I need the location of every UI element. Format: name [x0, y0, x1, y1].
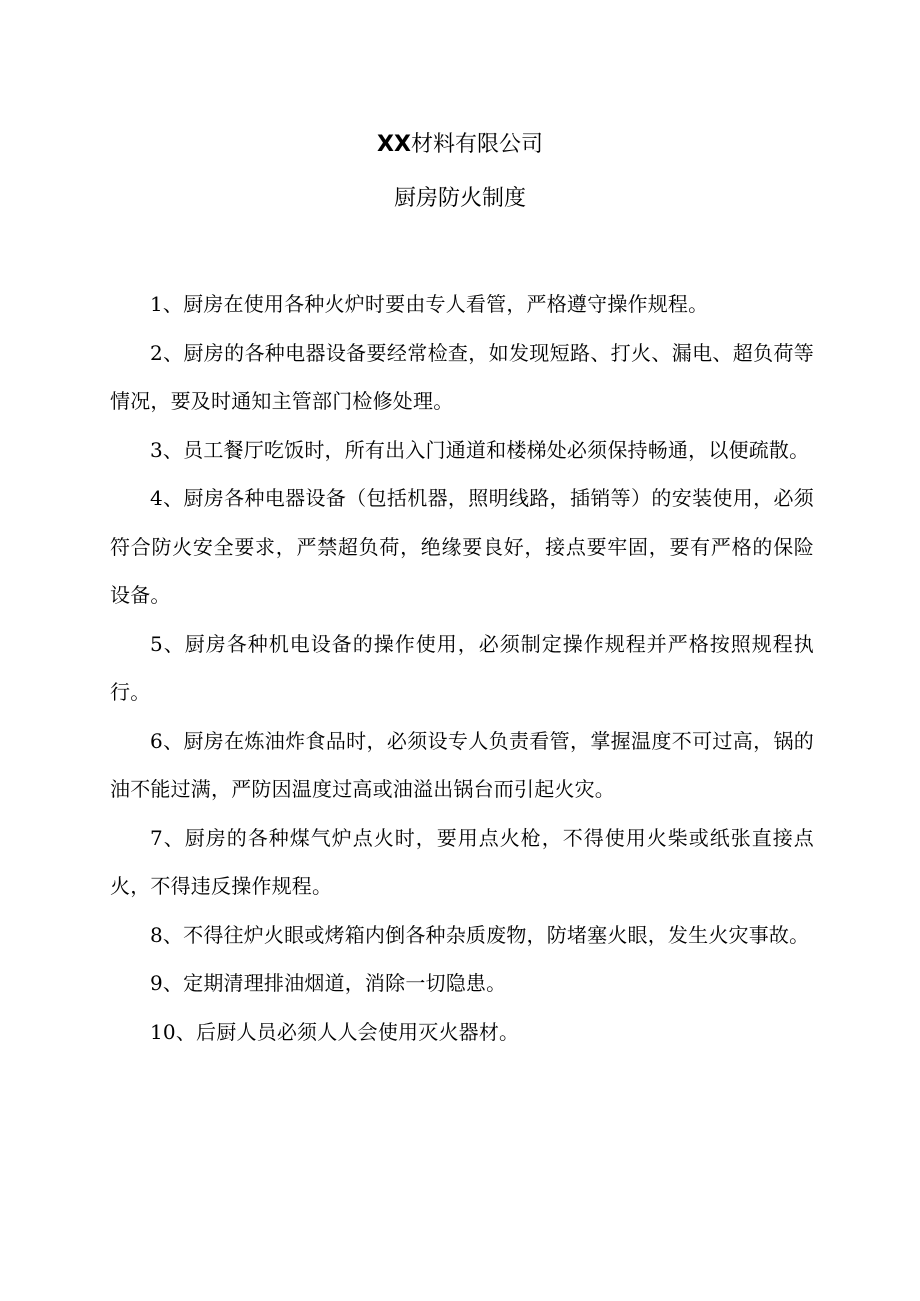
rule-paragraph-9: 9、定期清理排油烟道，消除一切隐患。	[150, 971, 507, 995]
rule-paragraph-6: 6、厨房在炼油炸食品时，必须设专人负责看管，掌握温度不可过高，锅的油不能过满，严防因温度过高或油溢出锅台而引起火灾。	[110, 728, 814, 801]
rules-body	[110, 280, 814, 1056]
rule-paragraph-3: 3、员工餐厅吃饭时，所有出入门通道和楼梯处必须保持畅通，以便疏散。	[150, 437, 810, 462]
company-prefix: XX	[377, 132, 411, 157]
rule-paragraph-7: 7、厨房的各种煤气炉点火时，要用点火枪，不得使用火柴或纸张直接点火，不得违反操作规程。	[110, 825, 814, 898]
rule-paragraph-10: 10、后厨人员必须人人会使用灭火器材。	[150, 1019, 520, 1044]
company-name	[0, 128, 920, 162]
company-name-text: 材料有限公司	[410, 132, 543, 157]
rule-paragraph-2: 2、厨房的各种电器设备要经常检查，如发现短路、打火、漏电、超负荷等情况，要及时通知主管部门检修处理。	[110, 340, 814, 413]
rule-paragraph-4: 4、厨房各种电器设备（包括机器，照明线路，插销等）的安装使用，必须符合防火安全要求，严禁超负荷，绝缘要良好，接点要牢固，要有严格的保险设备。	[110, 486, 814, 607]
rule-paragraph-1: 1、厨房在使用各种火炉时要由专人看管，严格遵守操作规程。	[150, 292, 709, 316]
document-title: 厨房防火制度	[393, 186, 526, 211]
rule-paragraph-5: 5、厨房各种机电设备的操作使用，必须制定操作规程并严格按照规程执行。	[110, 631, 814, 704]
rule-paragraph-8: 8、不得往炉火眼或烤箱内倒各种杂质废物，防堵塞火眼，发生火灾事故。	[150, 922, 810, 947]
